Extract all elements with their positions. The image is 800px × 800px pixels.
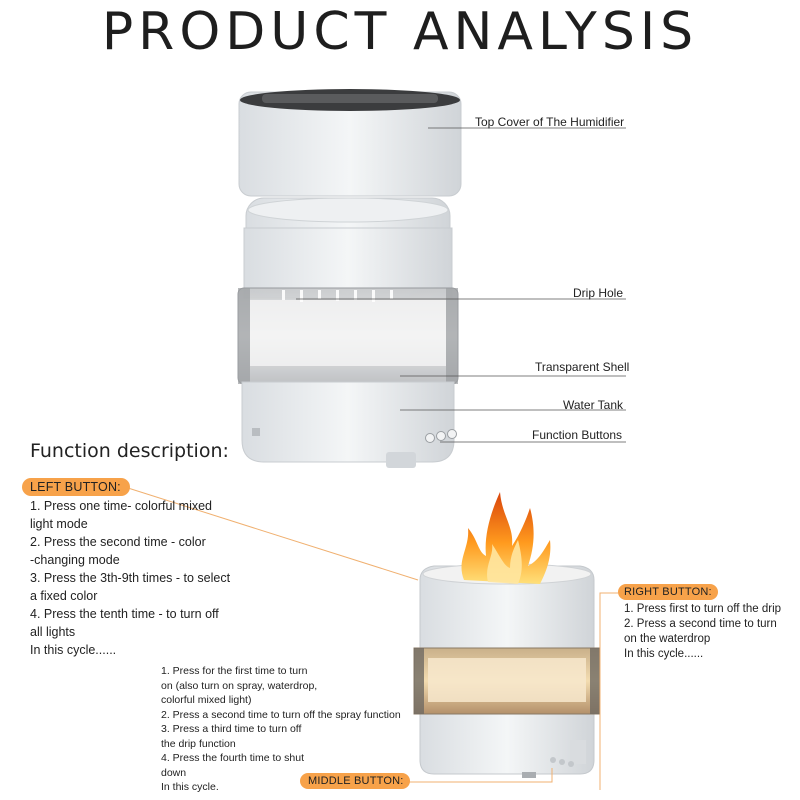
right-button-badge: RIGHT BUTTON: bbox=[618, 584, 718, 600]
callout-transparent-shell: Transparent Shell bbox=[535, 360, 630, 374]
top-cover-illustration bbox=[239, 89, 461, 196]
list-item: 1. Press one time- colorful mixed bbox=[30, 499, 213, 513]
list-item: light mode bbox=[30, 517, 88, 531]
callout-top-cover: Top Cover of The Humidifier bbox=[475, 115, 625, 129]
list-item: 4. Press the tenth time - to turn off bbox=[30, 607, 219, 621]
list-item: 2. Press a second time to turn off the spray function bbox=[161, 708, 401, 721]
page-title: PRODUCT ANALYSIS bbox=[101, 2, 699, 62]
list-item: down bbox=[161, 766, 187, 779]
list-item: 1. Press for the first time to turn bbox=[161, 665, 308, 677]
list-item: 3. Press the 3th-9th times - to select bbox=[30, 571, 231, 585]
list-item: colorful mixed light) bbox=[161, 694, 252, 706]
humidifier-body-illustration bbox=[238, 198, 458, 468]
list-item: In this cycle...... bbox=[30, 643, 117, 657]
list-item: on (also turn on spray, waterdrop, bbox=[161, 679, 318, 692]
list-item: 2. Press the second time - color bbox=[30, 535, 206, 549]
list-item: 3. Press a third time to turn off bbox=[161, 723, 302, 735]
list-item: a fixed color bbox=[30, 589, 98, 603]
middle-button-badge: MIDDLE BUTTON: bbox=[300, 773, 410, 789]
list-item: on the waterdrop bbox=[624, 633, 711, 645]
list-item: In this cycle. bbox=[161, 781, 219, 793]
assembled-humidifier-illustration bbox=[414, 564, 600, 778]
left-button-badge: LEFT BUTTON: bbox=[22, 478, 130, 496]
list-item: 2. Press a second time to turn bbox=[624, 618, 777, 630]
list-item: the drip function bbox=[161, 737, 236, 750]
list-item: 4. Press the fourth time to shut bbox=[161, 752, 304, 764]
flame-icon bbox=[462, 492, 551, 584]
list-item: -changing mode bbox=[30, 553, 120, 567]
list-item: In this cycle...... bbox=[624, 648, 704, 660]
function-description-heading: Function description: bbox=[30, 440, 229, 462]
callout-drip-hole: Drip Hole bbox=[573, 286, 624, 300]
right-button-steps bbox=[624, 602, 781, 662]
callout-water-tank: Water Tank bbox=[563, 398, 624, 412]
list-item: all lights bbox=[30, 625, 76, 639]
callout-function-buttons: Function Buttons bbox=[532, 428, 623, 442]
list-item: 1. Press first to turn off the drip bbox=[624, 603, 782, 615]
left-button-steps bbox=[30, 497, 230, 659]
